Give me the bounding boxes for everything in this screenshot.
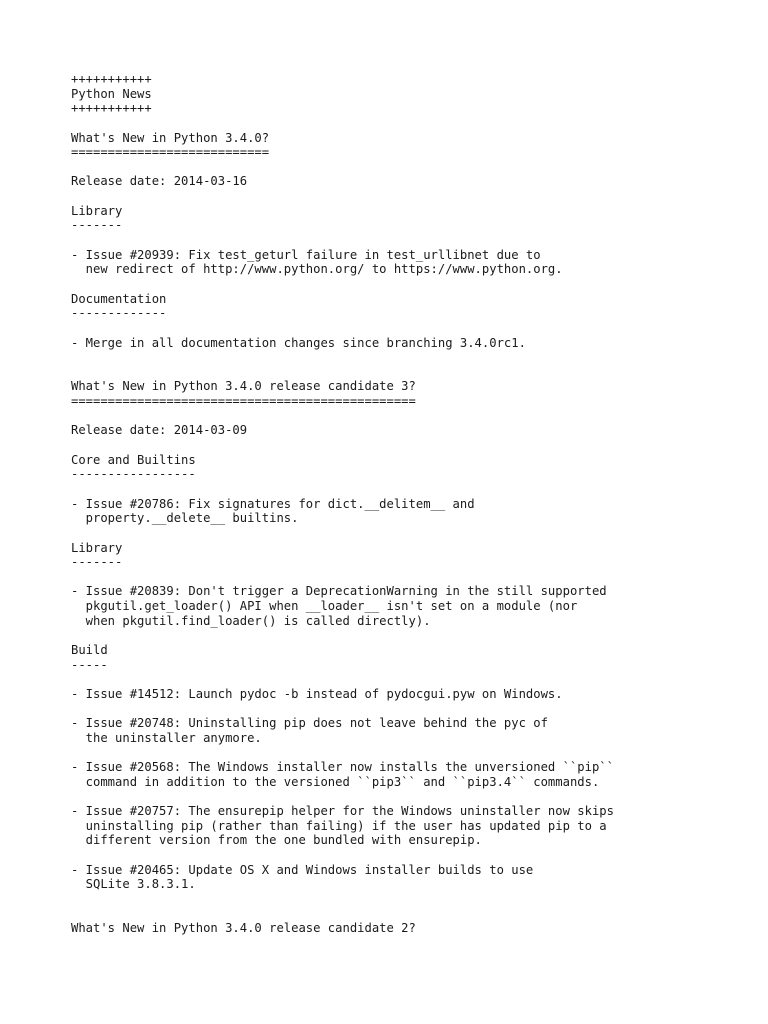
text-line: - Merge in all documentation changes since branching 3.4.0rc1.	[71, 335, 526, 350]
text-line: -------------	[71, 306, 167, 321]
text-line: command in addition to the versioned ``pip3`` and ``pip3.4`` commands.	[71, 774, 600, 789]
blank-line	[71, 526, 751, 541]
text-line: different version from the one bundled with ensurepip.	[71, 833, 482, 848]
blank-line	[71, 438, 751, 453]
text-line: -------	[71, 555, 123, 570]
blank-line	[71, 350, 751, 365]
text-line: - Issue #20786: Fix signatures for dict.__delitem__ and	[71, 496, 475, 511]
text-line: -----	[71, 657, 108, 672]
text-line: -------	[71, 218, 123, 233]
text-line: - Issue #20568: The Windows installer now installs the unversioned ``pip``	[71, 760, 614, 775]
text-line: SQLite 3.8.3.1.	[71, 877, 196, 892]
text-line: +++++++++++	[71, 101, 152, 116]
text-line: Release date: 2014-03-09	[71, 423, 248, 438]
news-document	[71, 72, 751, 936]
blank-line	[71, 233, 751, 248]
text-line: pkgutil.get_loader() API when __loader__ isn't set on a module (nor	[71, 599, 578, 614]
text-line: - Issue #20465: Update OS X and Windows installer builds to use	[71, 862, 534, 877]
blank-line	[71, 848, 751, 863]
blank-line	[71, 482, 751, 497]
text-line: +++++++++++	[71, 72, 152, 86]
blank-line	[71, 745, 751, 760]
text-line: property.__delete__ builtins.	[71, 511, 299, 526]
blank-line	[71, 277, 751, 292]
text-line: new redirect of http://www.python.org/ to https://www.python.org.	[71, 262, 563, 277]
text-line: Library	[71, 203, 123, 218]
text-line: Release date: 2014-03-16	[71, 174, 248, 189]
blank-line	[71, 702, 751, 717]
text-line: What's New in Python 3.4.0 release candidate 2?	[71, 921, 416, 936]
blank-line	[71, 409, 751, 424]
blank-line	[71, 365, 751, 380]
text-line: Python News	[71, 86, 152, 101]
blank-line	[71, 321, 751, 336]
text-line: Build	[71, 642, 108, 657]
blank-line	[71, 892, 751, 907]
blank-line	[71, 116, 751, 131]
text-line: ===============================================	[71, 394, 416, 409]
text-line: Documentation	[71, 291, 167, 306]
text-line: -----------------	[71, 467, 196, 482]
blank-line	[71, 160, 751, 175]
text-line: - Issue #20757: The ensurepip helper for the Windows uninstaller now skips	[71, 804, 614, 819]
text-line: Library	[71, 540, 123, 555]
blank-line	[71, 570, 751, 585]
text-line: - Issue #14512: Launch pydoc -b instead of pydocgui.pyw on Windows.	[71, 686, 563, 701]
blank-line	[71, 907, 751, 922]
blank-line	[71, 672, 751, 687]
text-line: when pkgutil.find_loader() is called directly).	[71, 613, 431, 628]
text-line: ===========================	[71, 145, 270, 160]
text-line: - Issue #20839: Don't trigger a DeprecationWarning in the still supported	[71, 584, 607, 599]
text-line: - Issue #20748: Uninstalling pip does not leave behind the pyc of	[71, 716, 548, 731]
text-line: What's New in Python 3.4.0?	[71, 130, 270, 145]
text-line: What's New in Python 3.4.0 release candidate 3?	[71, 379, 416, 394]
blank-line	[71, 789, 751, 804]
text-line: uninstalling pip (rather than failing) if the user has updated pip to a	[71, 818, 607, 833]
text-line: Core and Builtins	[71, 452, 196, 467]
blank-line	[71, 189, 751, 204]
blank-line	[71, 628, 751, 643]
text-line: the uninstaller anymore.	[71, 730, 262, 745]
text-line: - Issue #20939: Fix test_geturl failure in test_urllibnet due to	[71, 247, 541, 262]
